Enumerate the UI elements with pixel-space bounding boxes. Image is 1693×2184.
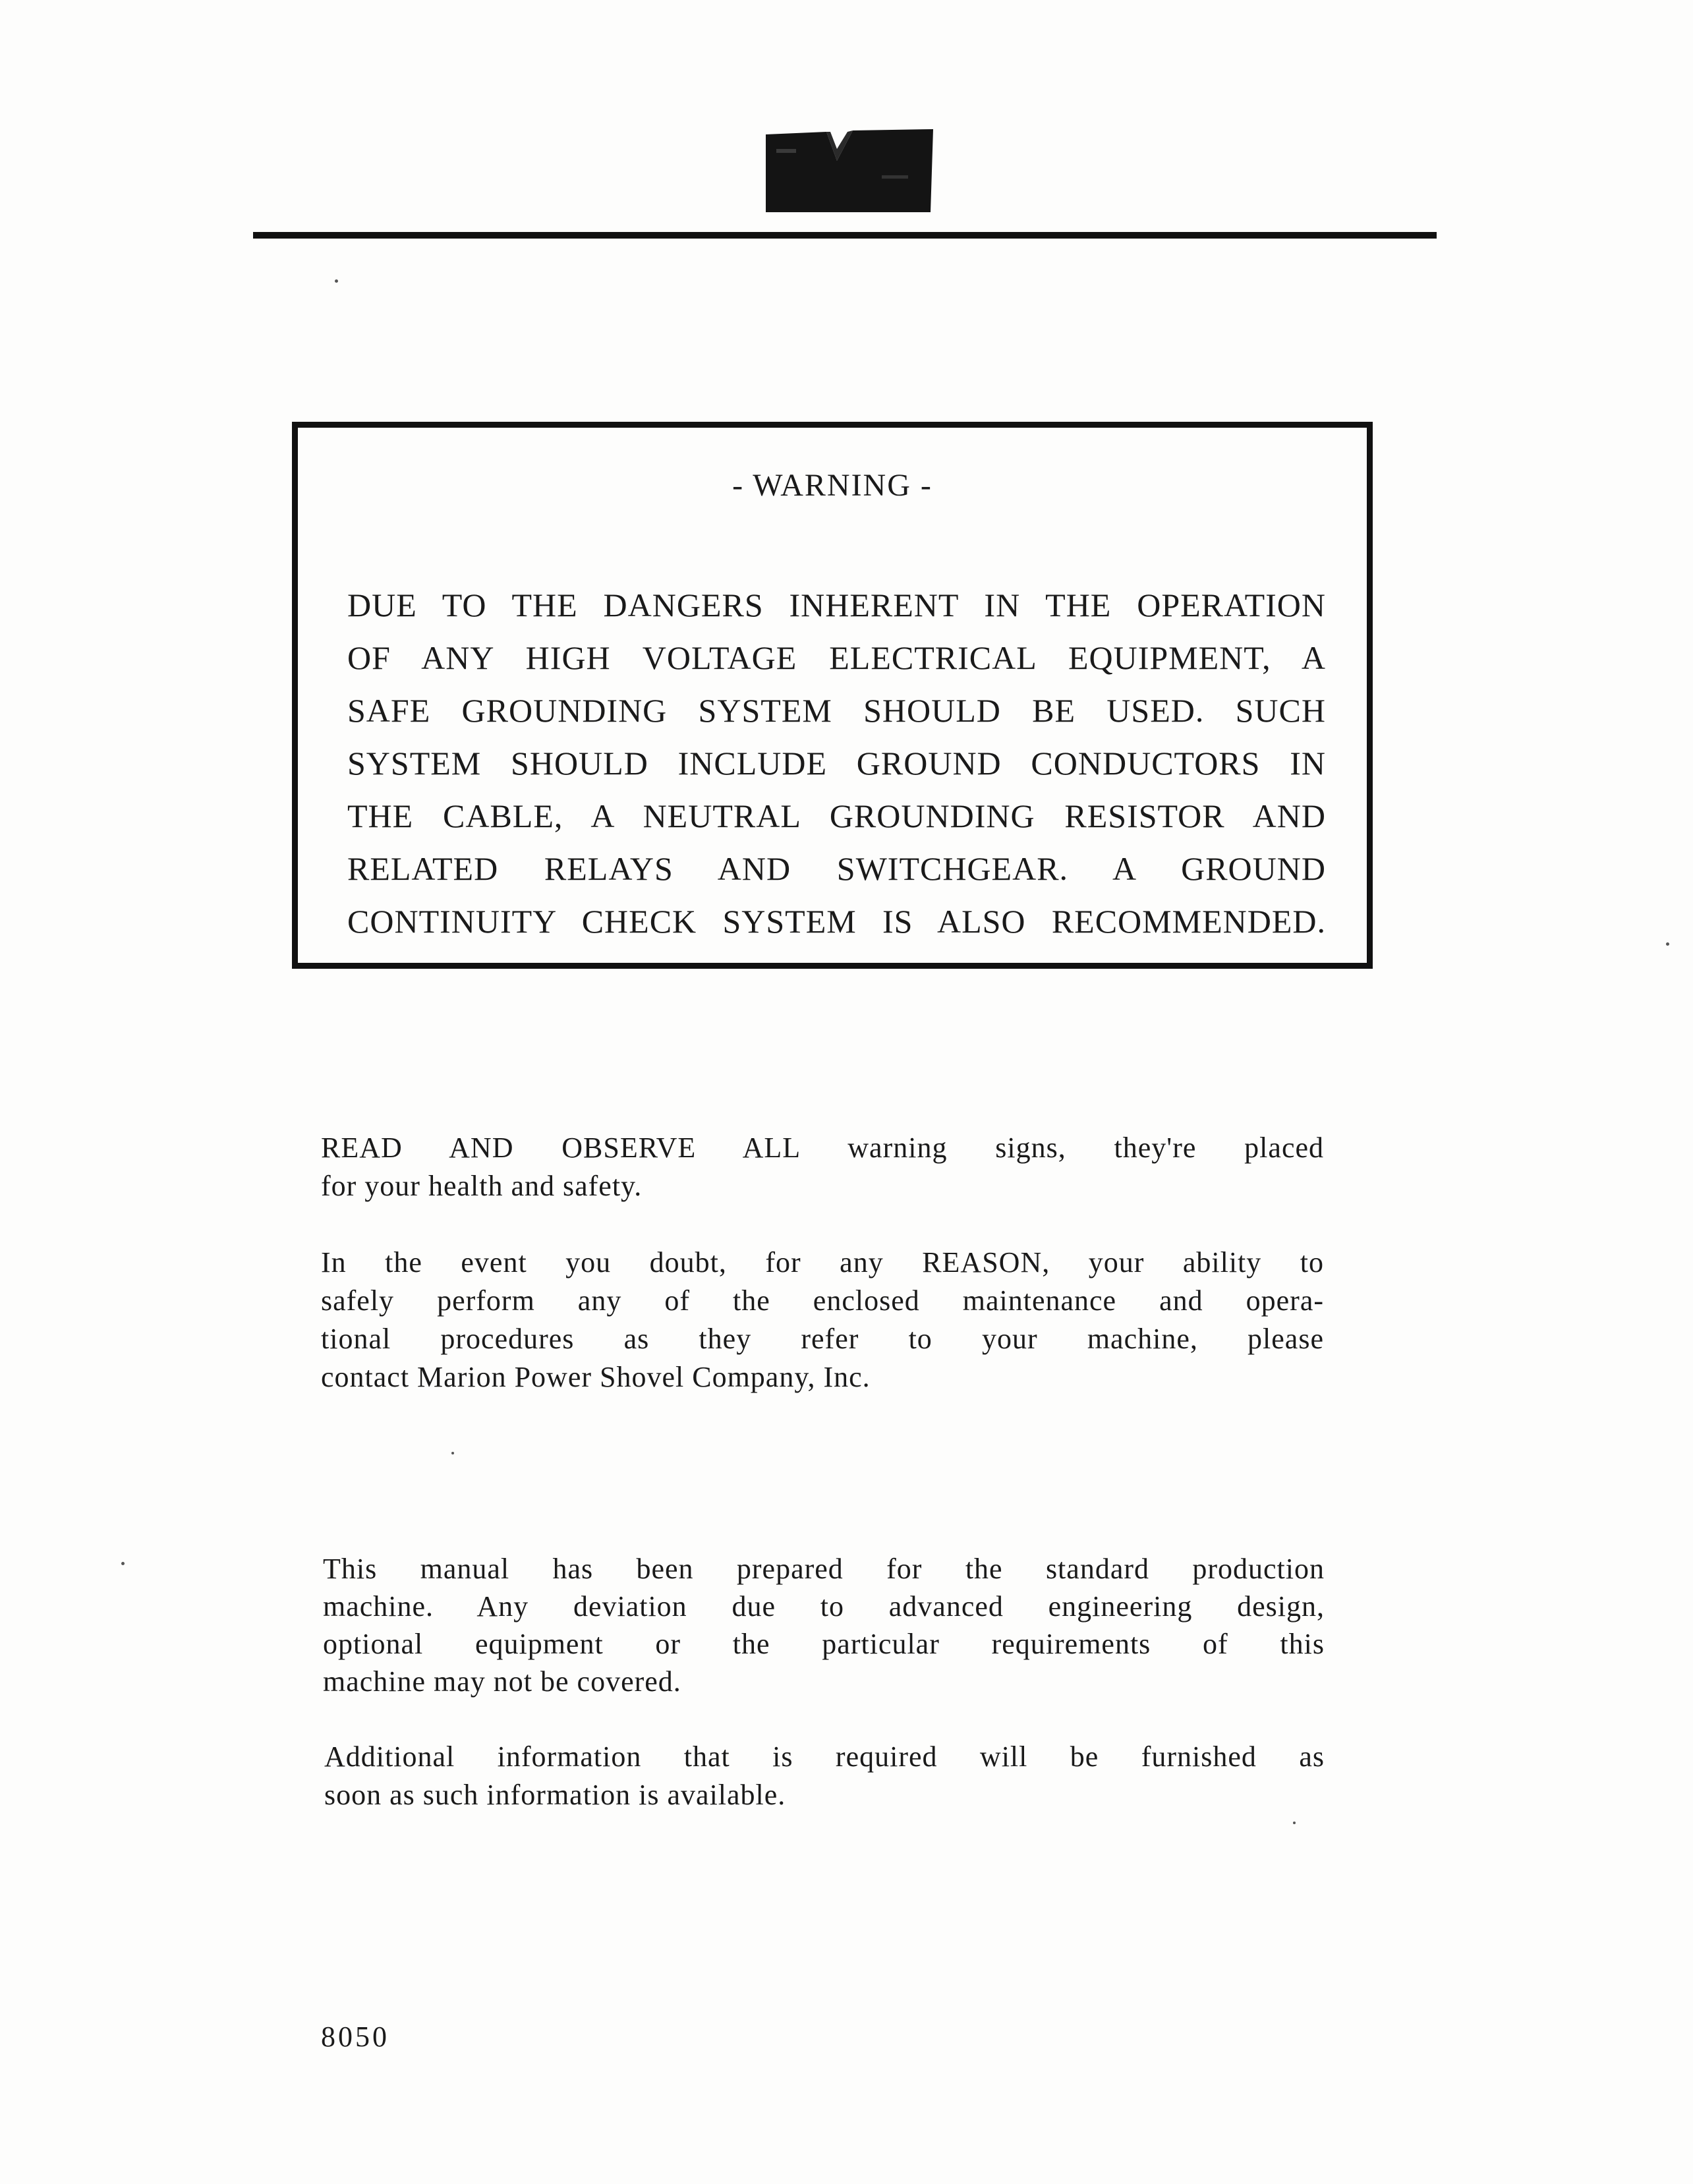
scan-speck [335,279,338,283]
warning-title: - WARNING - [732,468,933,503]
warning-line: THE CABLE, A NEUTRAL GROUNDING RESISTOR AND [347,797,1326,834]
paragraph-line: optional equipment or the particular requirements of this [323,1628,1325,1660]
paragraph-line: safely perform any of the enclosed maintenance and opera- [321,1284,1324,1317]
paragraph-line: This manual has been prepared for the standard production [323,1553,1325,1585]
paragraph-line: soon as such information is available. [324,1779,786,1811]
warning-line: SYSTEM SHOULD INCLUDE GROUND CONDUCTORS IN [347,745,1326,782]
warning-line: DUE TO THE DANGERS INHERENT IN THE OPERATION [347,587,1326,623]
warning-line: RELATED RELAYS AND SWITCHGEAR. A GROUND [347,850,1326,887]
scan-speck [451,1452,454,1454]
warning-line: OF ANY HIGH VOLTAGE ELECTRICAL EQUIPMENT, A [347,639,1326,676]
paragraph-line: READ AND OBSERVE ALL warning signs, they're placed [321,1132,1324,1164]
page-number: 8050 [321,2021,389,2053]
paragraph-line: contact Marion Power Shovel Company, Inc. [321,1361,871,1393]
paragraph-line: for your health and safety. [321,1170,643,1202]
paragraph-line: In the event you doubt, for any REASON, your ability to [321,1246,1324,1279]
warning-box [292,422,1373,969]
scan-speck [121,1562,125,1565]
scan-speck [1666,942,1669,946]
warning-line: CONTINUITY CHECK SYSTEM IS ALSO RECOMMENDED. [347,903,1326,940]
black-m-logo-icon [763,129,936,214]
warning-line: SAFE GROUNDING SYSTEM SHOULD BE USED. SUCH [347,692,1326,729]
scan-speck [1293,1822,1296,1824]
header-rule [253,232,1437,239]
paragraph-line: Additional information that is required will be furnished as [324,1740,1325,1773]
paragraph-line: machine may not be covered. [323,1665,681,1698]
paragraph-line: tional procedures as they refer to your machine, please [321,1323,1324,1355]
paragraph-line: machine. Any deviation due to advanced engineering design, [323,1590,1325,1623]
